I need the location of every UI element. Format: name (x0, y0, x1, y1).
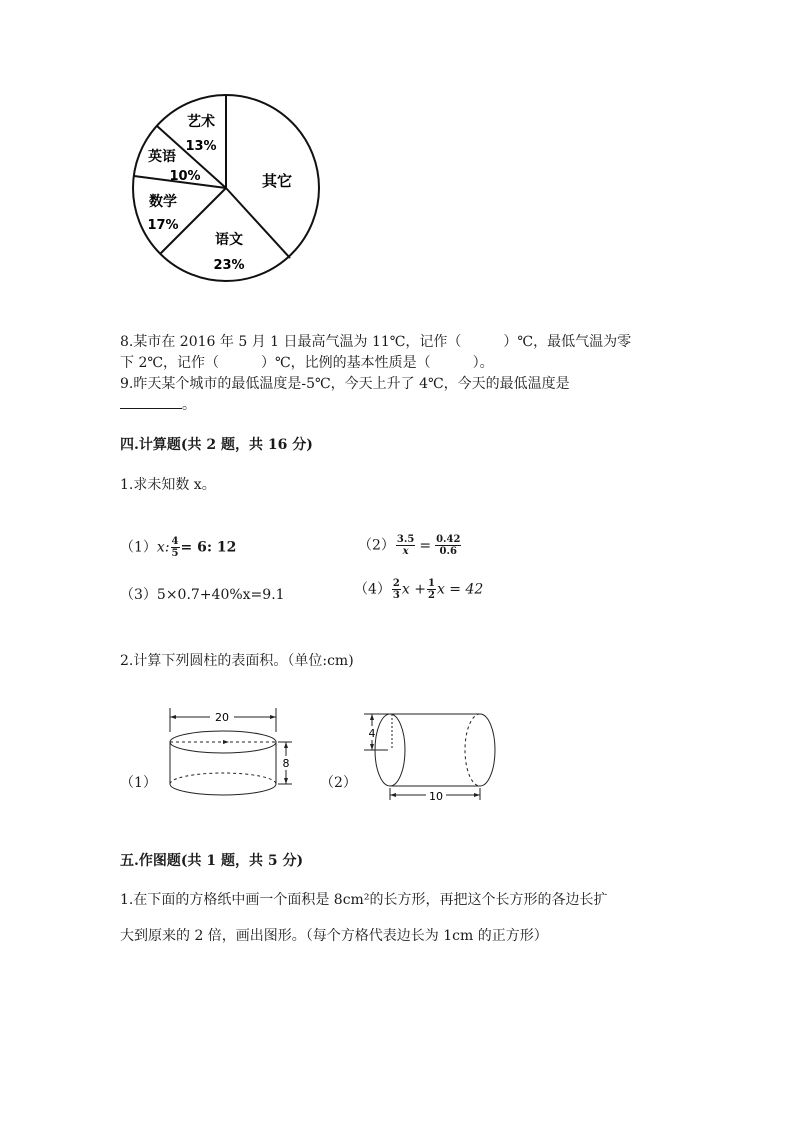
cylinder-2-figure (362, 708, 502, 804)
cylinder-1-height: 8 (282, 757, 290, 770)
cylinder-1-diameter: 20 (215, 711, 229, 724)
equals-sign: = (419, 537, 432, 554)
q8-line1: 8.某市在 2016 年 5 月 1 日最高气温为 11℃，记作（ ）℃，最低气温为零 (120, 334, 632, 350)
pie-pct-chinese: 23% (213, 258, 245, 273)
equation-1-rhs: = 6: 12 (180, 539, 237, 556)
fraction: $\frac{4}{5}$ (171, 536, 179, 559)
equation-3: （3）5×0.7+40%x=9.1 (120, 587, 285, 603)
cylinder-2-label: （2） (320, 775, 357, 791)
equation-1 (120, 536, 236, 559)
section4-q1-prompt: 1.求未知数 x。 (120, 477, 216, 493)
equation-1-lhs: x: (156, 539, 170, 556)
cylinder-2-length: 10 (429, 790, 443, 803)
fraction: $\frac{1}{2}$ (427, 578, 435, 601)
equation-4-middle: x + (401, 581, 426, 598)
pie-pct-math: 17% (147, 218, 179, 233)
pie-label-math: 数学 (149, 194, 177, 210)
section5-q1-line2: 大到原来的 2 倍，画出图形。（每个方格代表边长为 1cm 的正方形） (120, 928, 548, 944)
equation-4-rhs: x = 42 (436, 581, 484, 598)
equation-4 (354, 578, 483, 601)
fraction: $\frac{0.42}{0.6}$ (436, 534, 461, 557)
subject-pie-chart (128, 88, 324, 288)
equation-2-label: （2） (358, 537, 395, 554)
section4-q2-prompt: 2.计算下列圆柱的表面积。（单位:cm) (120, 653, 354, 669)
section4-title: 四.计算题(共 2 题，共 16 分) (120, 437, 313, 453)
equation-2 (358, 534, 462, 557)
pie-label-other: 其它 (261, 172, 293, 190)
q8-line2: 下 2℃，记作（ ）℃，比例的基本性质是（ ）。 (120, 355, 494, 371)
q9-line1: 9.昨天某个城市的最低温度是-5℃，今天上升了 4℃，今天的最低温度是 (120, 376, 570, 392)
pie-label-chinese: 语文 (215, 232, 243, 248)
pie-label-english: 英语 (148, 149, 176, 165)
pie-label-art: 艺术 (187, 114, 215, 130)
cylinder-1-figure (160, 706, 300, 802)
section5-title: 五.作图题(共 1 题，共 5 分) (120, 853, 304, 869)
cylinder-1-label: （1） (120, 775, 157, 791)
fraction: $\frac{2}{3}$ (392, 578, 400, 601)
fraction: $\frac{3.5}{x}$ (396, 534, 415, 557)
q9-line2 (120, 396, 196, 414)
cylinder-2-diameter: 4 (368, 727, 376, 740)
equation-1-label: （1） (120, 539, 157, 556)
answer-blank[interactable] (120, 396, 182, 409)
equation-4-label: （4） (354, 581, 391, 598)
q9-period: 。 (182, 397, 196, 413)
section5-q1-line1: 1.在下面的方格纸中画一个面积是 8cm²的长方形，再把这个长方形的各边长扩 (120, 892, 608, 908)
pie-pct-art: 13% (185, 139, 217, 154)
pie-pct-english: 10% (169, 169, 201, 184)
